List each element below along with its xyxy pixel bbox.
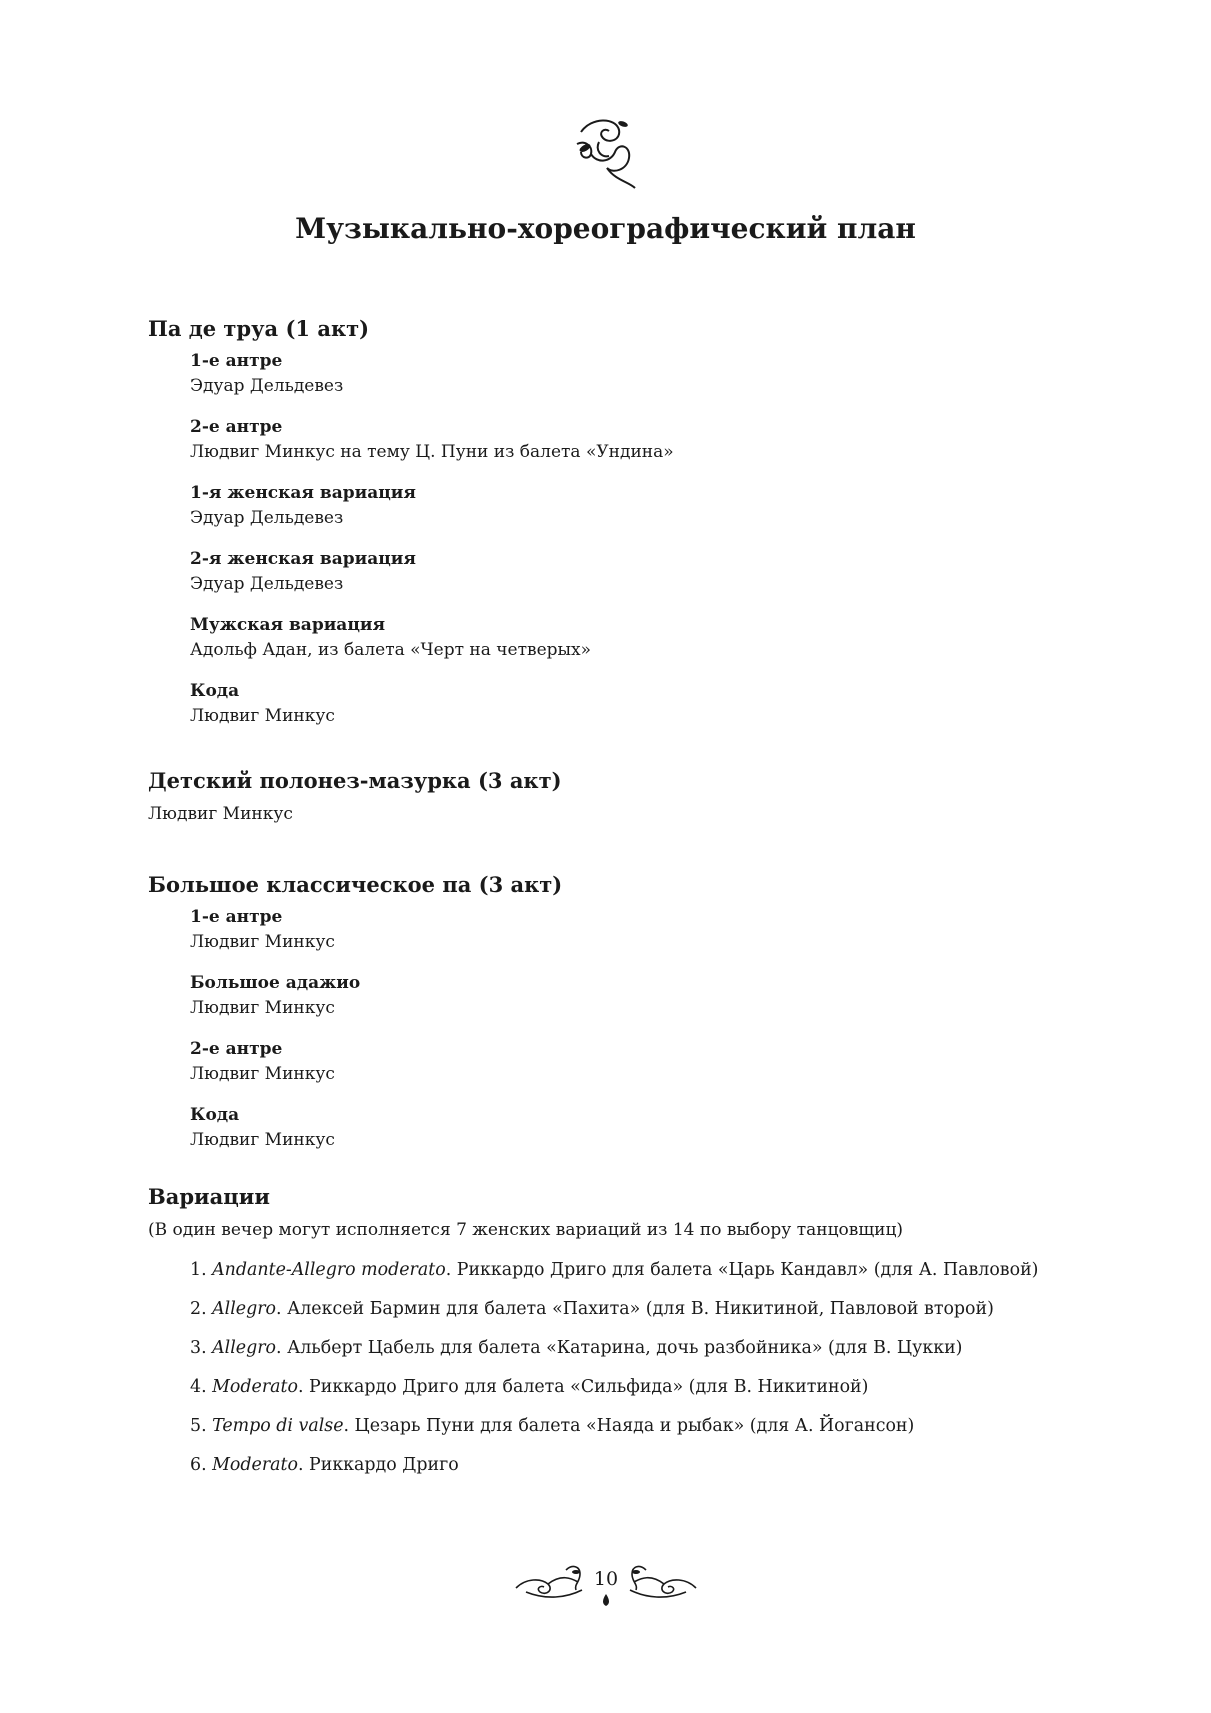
item-title: 1-я женская вариация <box>190 483 416 503</box>
variation-details: . Алексей Бармин для балета «Пахита» (для В. Никитиной, Павловой второй) <box>276 1299 994 1319</box>
item-title: 2-е антре <box>190 417 283 437</box>
item-composer: Людвиг Минкус <box>190 706 335 726</box>
item-list <box>190 905 1098 1153</box>
variation-row <box>190 1374 1158 1400</box>
variation-number: 3. <box>190 1338 207 1358</box>
variation-number: 5. <box>190 1416 207 1436</box>
item-composer: Эдуар Дельдевез <box>190 508 344 528</box>
variation-tempo: Tempo di valse <box>212 1416 344 1436</box>
item-title: Кода <box>190 1105 240 1125</box>
variation-tempo: Moderato <box>212 1377 298 1397</box>
variation-details: . Риккардо Дриго <box>297 1455 459 1475</box>
list-item <box>190 613 1098 663</box>
item-composer: Людвиг Минкус <box>190 998 335 1018</box>
section-grand-pas <box>148 872 1098 1169</box>
section-heading: Вариации <box>148 1184 270 1209</box>
page-footer <box>506 1560 706 1610</box>
variation-tempo: Allegro <box>212 1338 277 1358</box>
section-variations <box>148 1184 1158 1491</box>
item-composer: Людвиг Минкус <box>190 1130 335 1150</box>
variation-row <box>190 1335 1158 1361</box>
section-heading: Па де труа (1 акт) <box>148 316 370 341</box>
variation-row <box>190 1413 1158 1439</box>
item-composer: Эдуар Дельдевез <box>190 574 344 594</box>
list-item <box>190 349 1098 399</box>
top-flourish-icon <box>571 112 641 192</box>
item-title: 2-е антре <box>190 1039 283 1059</box>
list-item <box>190 679 1098 729</box>
list-item <box>190 971 1098 1021</box>
item-title: Кода <box>190 681 240 701</box>
item-list <box>190 349 1098 729</box>
variation-row <box>190 1257 1158 1283</box>
section-heading: Большое классическое па (3 акт) <box>148 872 563 897</box>
item-composer: Людвиг Минкус на тему Ц. Пуни из балета «Ундина» <box>190 442 674 462</box>
variation-number: 1. <box>190 1260 207 1280</box>
variation-tempo: Moderato <box>212 1455 298 1475</box>
variation-tempo: Allegro <box>212 1299 277 1319</box>
list-item <box>190 547 1098 597</box>
item-title: Большое адажио <box>190 973 361 993</box>
list-item <box>190 1103 1098 1153</box>
item-composer: Адольф Адан, из балета «Черт на четверых» <box>190 640 592 660</box>
variation-details: . Альберт Цабель для балета «Катарина, дочь разбойника» (для В. Цукки) <box>276 1338 963 1358</box>
page-number: 10 <box>593 1568 619 1590</box>
item-title: 1-е антре <box>190 907 283 927</box>
page-title: Музыкально-хореографический план <box>295 212 916 245</box>
variation-number: 2. <box>190 1299 207 1319</box>
variations-list <box>190 1257 1158 1478</box>
list-item <box>190 905 1098 955</box>
variation-row <box>190 1452 1158 1478</box>
section-heading: Детский полонез-мазурка (3 акт) <box>148 768 562 793</box>
variations-note: (В один вечер могут исполняется 7 женских вариаций из 14 по выбору танцовщиц) <box>148 1220 904 1240</box>
list-item <box>190 1037 1098 1087</box>
variation-row <box>190 1296 1158 1322</box>
item-title: Мужская вариация <box>190 615 386 635</box>
variation-details: . Цезарь Пуни для балета «Наяда и рыбак» (для А. Йогансон) <box>343 1416 915 1436</box>
item-composer: Людвиг Минкус <box>190 932 335 952</box>
section-composer: Людвиг Минкус <box>148 804 293 824</box>
item-title: 1-е антре <box>190 351 283 371</box>
list-item <box>190 415 1098 465</box>
section-pas-de-trois <box>148 316 1098 745</box>
list-item <box>190 481 1098 531</box>
variation-details: . Риккардо Дриго для балета «Царь Кандавл» (для А. Павловой) <box>445 1260 1039 1280</box>
item-composer: Людвиг Минкус <box>190 1064 335 1084</box>
item-title: 2-я женская вариация <box>190 549 416 569</box>
variation-tempo: Andante-Allegro moderato <box>212 1260 446 1280</box>
item-composer: Эдуар Дельдевез <box>190 376 344 396</box>
section-children-polonaise <box>148 768 1098 827</box>
variation-number: 4. <box>190 1377 207 1397</box>
variation-details: . Риккардо Дриго для балета «Сильфида» (для В. Никитиной) <box>297 1377 869 1397</box>
variation-number: 6. <box>190 1455 207 1475</box>
